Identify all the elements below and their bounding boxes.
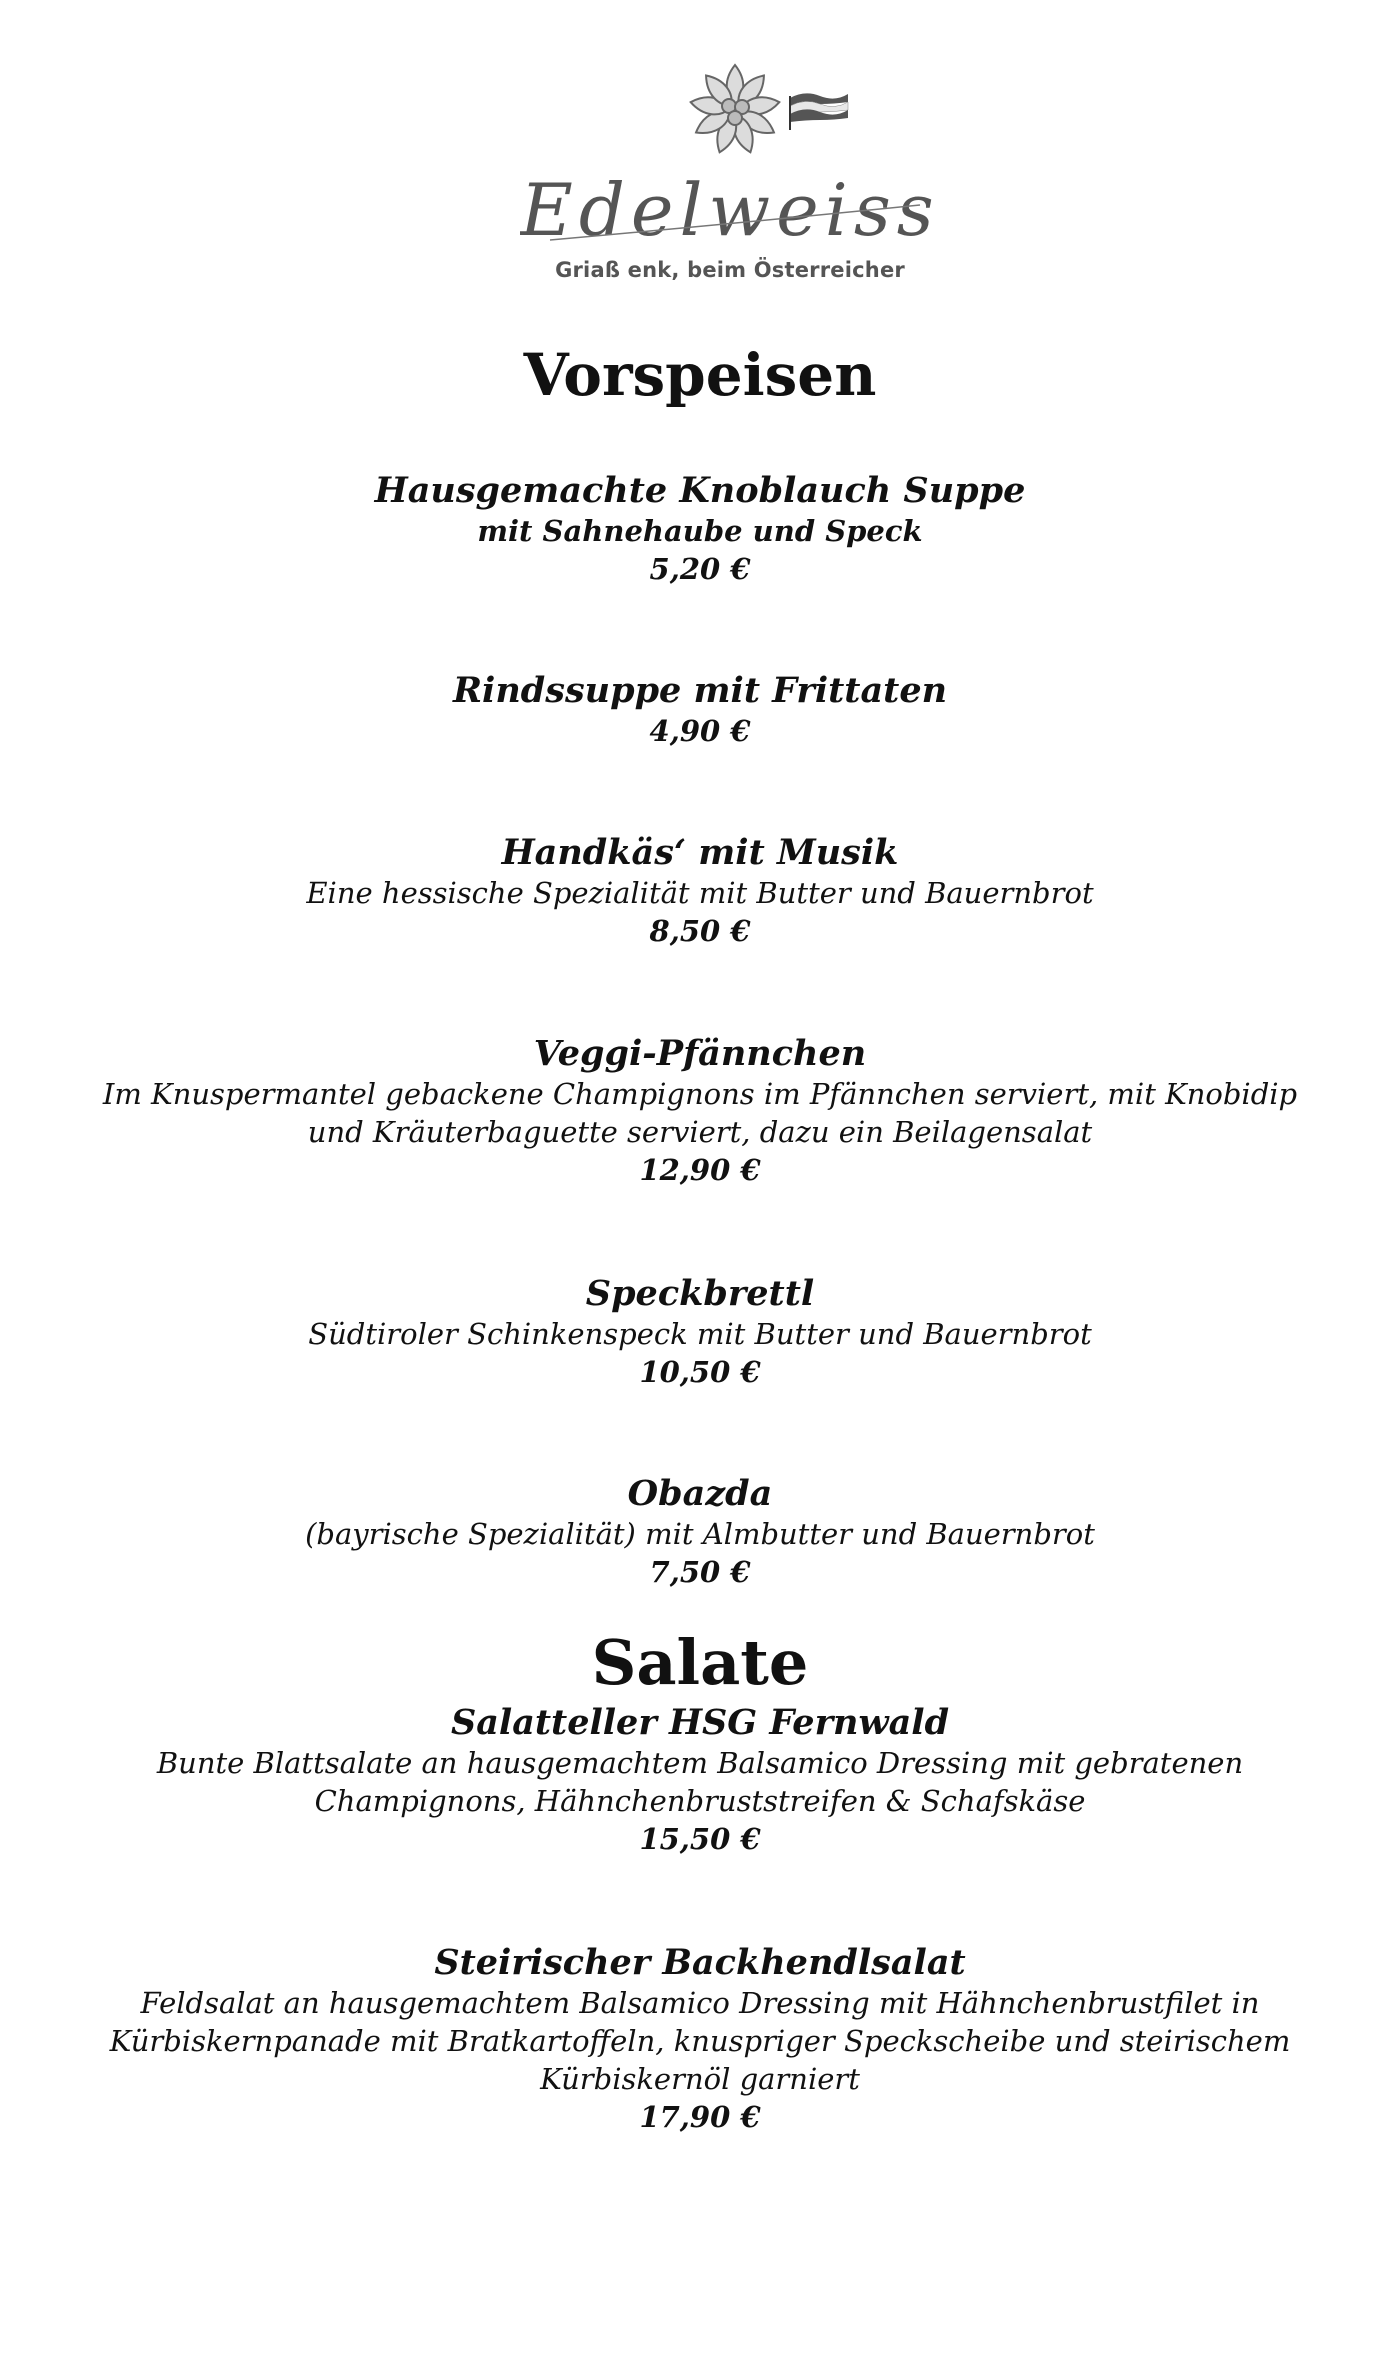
menu-item	[80, 1033, 1320, 1189]
item-price: 8,50 €	[649, 914, 751, 948]
menu-item	[80, 670, 1320, 750]
item-price: 12,90 €	[639, 1153, 761, 1187]
edelweiss-flower-icon	[689, 65, 781, 155]
logo-tagline: Griaß enk, beim Österreicher	[555, 258, 905, 282]
item-price: 10,50 €	[639, 1355, 761, 1389]
logo-wordmark: Edelweiss	[520, 168, 940, 252]
item-price: 15,50 €	[639, 1822, 761, 1856]
menu-item	[80, 1473, 1320, 1591]
item-name: Handkäs‘ mit Musik	[501, 832, 899, 873]
item-description: (bayrische Spezialität) mit Almbutter und Bauernbrot	[305, 1517, 1095, 1551]
item-description: Eine hessische Spezialität mit Butter und Bauernbrot	[306, 876, 1094, 910]
item-price: 17,90 €	[639, 2100, 761, 2134]
section-title-vorspeisen: Vorspeisen	[523, 341, 877, 409]
item-name: Salatteller HSG Fernwald	[450, 1702, 950, 1743]
edelweiss-logo	[520, 55, 940, 295]
austrian-flag-icon	[790, 93, 848, 130]
item-description: Bunte Blattsalate an hausgemachtem Balsamico Dressing mit gebratenen Champignons, Hähnchenbruststreifen & Schafskäse	[156, 1746, 1244, 1818]
item-description: Südtiroler Schinkenspeck mit Butter und Bauernbrot	[308, 1317, 1092, 1351]
menu-item	[80, 1273, 1320, 1391]
item-name: Steirischer Backhendlsalat	[434, 1942, 966, 1983]
item-name: Hausgemachte Knoblauch Suppe	[374, 470, 1026, 511]
item-name: Rindssuppe mit Frittaten	[452, 670, 948, 711]
item-price: 7,50 €	[649, 1555, 751, 1589]
item-description: Im Knuspermantel gebackene Champignons im Pfännchen serviert, mit Knobidip und Kräuterbaguette serviert, dazu ein Beilagensalat	[102, 1077, 1298, 1149]
menu-item	[80, 1702, 1320, 1858]
item-name: Speckbrettl	[585, 1273, 815, 1314]
item-description: Feldsalat an hausgemachtem Balsamico Dressing mit Hähnchenbrustfilet in Kürbiskernpanade mit Bratkartoffeln, knuspriger Speckscheibe und steirischem Kürbiskernöl garniert	[109, 1986, 1291, 2096]
item-price: 4,90 €	[649, 714, 751, 748]
section-title-salate: Salate	[591, 1626, 809, 1699]
item-name: Obazda	[627, 1473, 773, 1514]
menu-item	[80, 1942, 1320, 2136]
item-price: 5,20 €	[649, 552, 751, 586]
menu-item	[80, 832, 1320, 950]
item-subtitle: mit Sahnehaube und Speck	[477, 514, 923, 548]
item-name: Veggi-Pfännchen	[533, 1033, 867, 1074]
logo-graphic	[520, 55, 940, 255]
menu-item	[80, 470, 1320, 588]
